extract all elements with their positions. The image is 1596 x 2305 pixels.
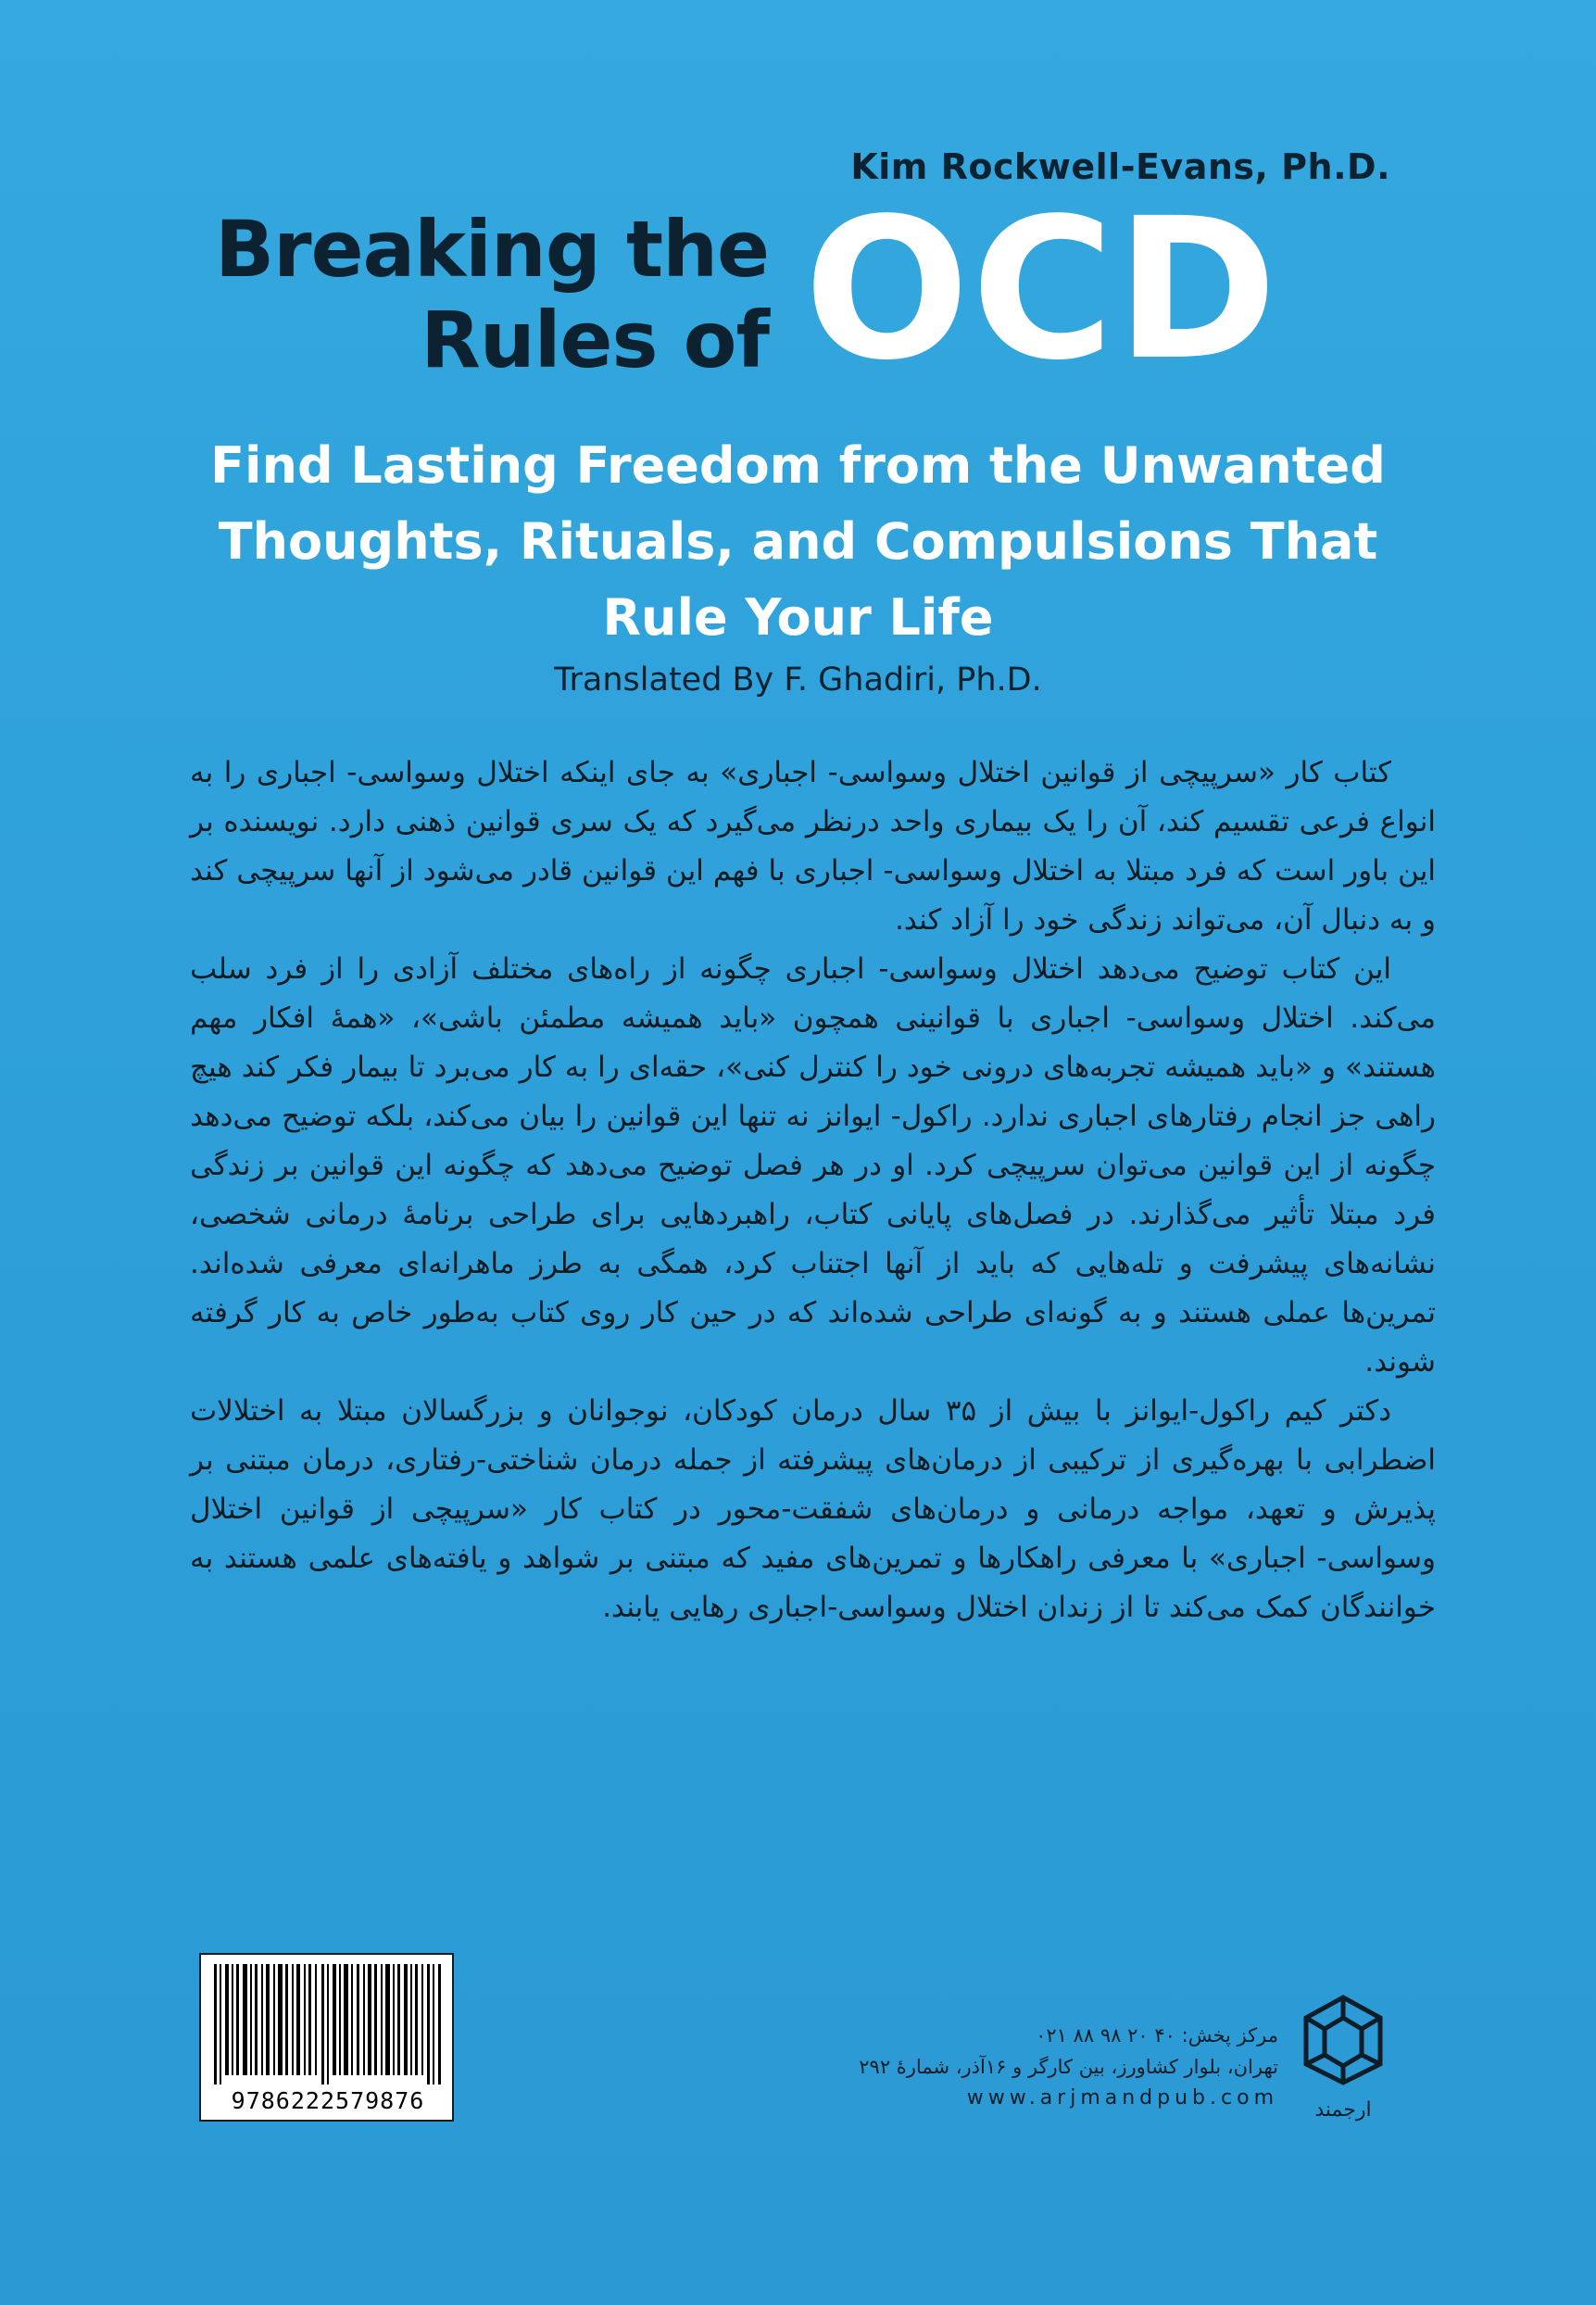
isbn-number: 9786222579876: [231, 2087, 425, 2114]
subtitle: [157, 428, 1439, 656]
subtitle-line-3: Rule Your Life: [602, 588, 994, 647]
title-line-2: Rules of: [421, 295, 769, 385]
publisher-logo-name: ارجمند: [1314, 2098, 1372, 2122]
publisher-info: [778, 2020, 1278, 2114]
translator-credit: Translated By F. Ghadiri, Ph.D.: [554, 661, 1042, 699]
isbn-barcode: [199, 1953, 454, 2122]
distribution-phone: مرکز پخش: ۴۰ ۲۰ ۹۸ ۸۸ ۰۲۱: [1036, 2024, 1278, 2047]
description-paragraph-3: دکتر کیم راکول-ایوانز با بیش از ۳۵ سال درمان کودکان، نوجوانان و بزرگسالان مبتلا به اختلالات اضطرابی با بهره‌گیری از ترکیبی از درمان‌های پیشرفته از جمله درمان شناختی-رفتاری، درمان مبتنی بر پذیرش و تعهد، مواجه درمانی و درمان‌های شفقت-محور در کتاب کار «سرپیچی از قوانین اختلال وسواسی- اجباری» با معرفی راهکارها و تمرین‌های مفید که مبتنی بر شواهد و یافته‌های علمی هستند به خوانندگان کمک می‌کند تا از زندان اختلال وسواسی-اجباری رهایی یابند.: [190, 1394, 1436, 1624]
title-ocd: OCD: [804, 176, 1279, 403]
publisher-address: تهران، بلوار کشاورز، بین کارگر و ۱۶آذر، شمارهٔ ۲۹۲: [859, 2056, 1278, 2078]
publisher-website: www.arjmandpub.com: [966, 2086, 1278, 2110]
book-logo-icon: [1288, 1990, 1399, 2092]
title-line-1: Breaking the: [215, 204, 769, 295]
description-text: [190, 749, 1436, 1632]
description-paragraph-1: کتاب کار «سرپیچی از قوانین اختلال وسواسی- اجباری» به جای اینکه اختلال وسواسی- اجباری را به انواع فرعی تقسیم کند، آن را یک بیماری واحد درنظر می‌گیرد که یک سری قوانین ذهنی دارد. نویسنده بر این باور است که فرد مبتلا به اختلال وسواسی- اجباری با فهم این قوانین قادر می‌شود از آنها سرپیچی کند و به دنبال آن، می‌تواند زندگی خود را آزاد کند.: [190, 756, 1436, 937]
publisher-logo: [1288, 1990, 1399, 2122]
description-paragraph-2: این کتاب توضیح می‌دهد اختلال وسواسی- اجباری چگونه از راه‌های مختلف آزادی را از فرد سلب می‌کند. اختلال وسواسی- اجباری با قوانینی همچون «باید همیشه مطمئن باشی»، «همهٔ افکار مهم هستند» و «باید همیشه تجربه‌های درونی خود را کنترل کنی»، حقه‌ای را به کار می‌برد تا بیمار فکر کند هیچ راهی جز انجام رفتارهای اجباری ندارد. راکول- ایوانز نه تنها این قوانین را بیان می‌کند، بلکه توضیح می‌دهد چگونه از این قوانین می‌توان سرپیچی کرد. او در هر فصل توضیح می‌دهد که چگونه این قوانین بر زندگی فرد مبتلا تأثیر می‌گذارند. در فصل‌های پایانی کتاب، راهبردهایی برای طراحی برنامهٔ درمانی شخصی، نشانه‌های پیشرفت و تله‌هایی که باید از آنها اجتناب کرد، همگی به طرز ماهرانه‌ای معرفی شده‌اند. تمرین‌ها عملی هستند و به گونه‌ای طراحی شده‌اند که در حین کار روی کتاب به‌طور خاص به کار گرفته شوند.: [190, 952, 1436, 1379]
author-name: Kim Rockwell-Evans, Ph.D.: [850, 146, 1390, 187]
barcode-bars: [212, 1964, 444, 2085]
subtitle-line-1: Find Lasting Freedom from the Unwanted: [210, 436, 1386, 495]
subtitle-line-2: Thoughts, Rituals, and Compulsions That: [218, 512, 1378, 571]
title-text: [185, 204, 769, 385]
